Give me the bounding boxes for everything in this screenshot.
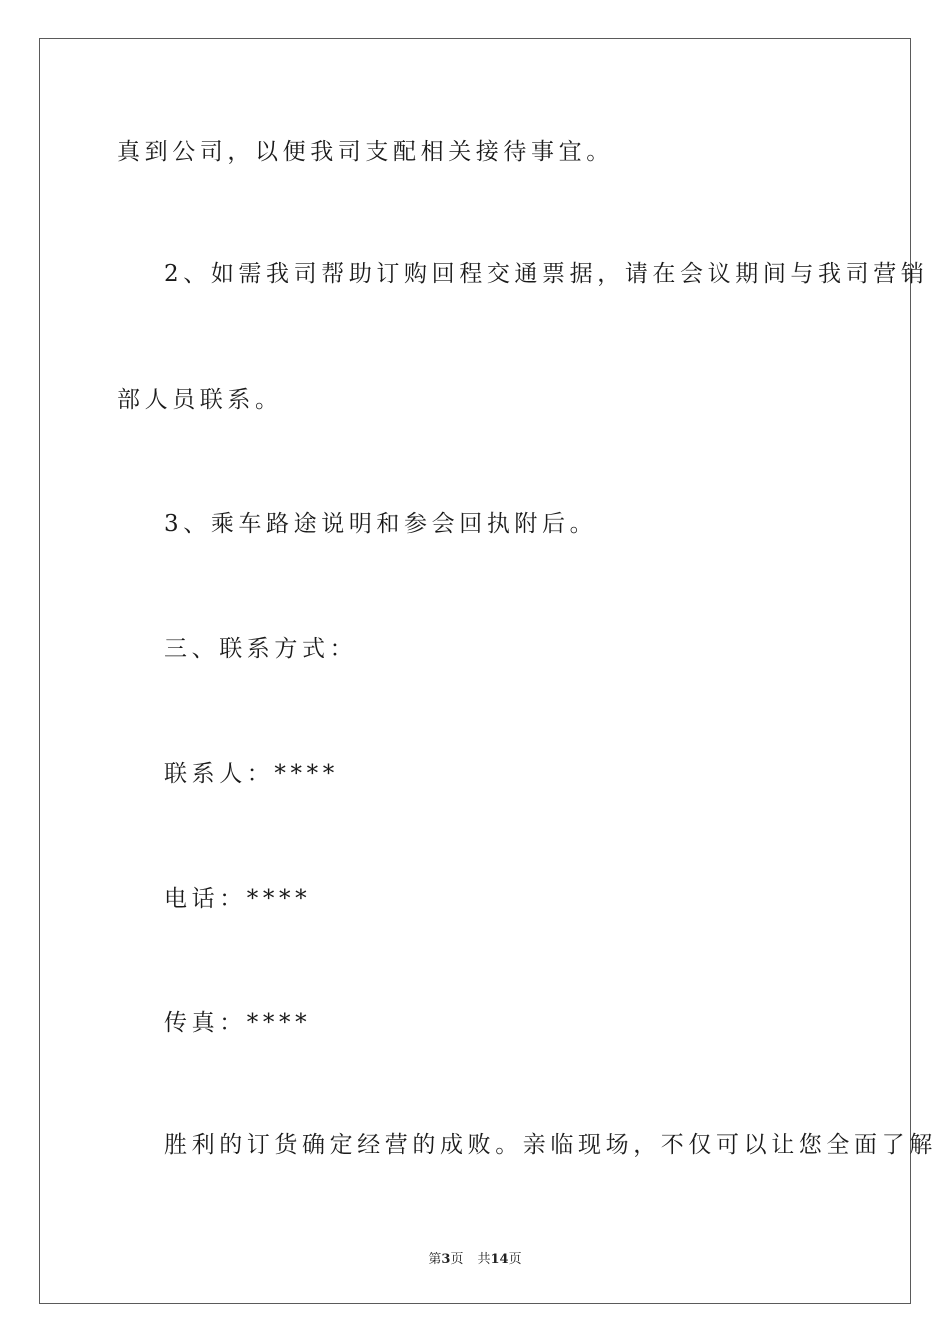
- footer-total-suffix: 页: [508, 1252, 522, 1267]
- fax-line: 传真：****: [164, 1010, 312, 1036]
- footer-page-suffix: 页: [450, 1252, 464, 1267]
- body-text-line: 胜利的订货确定经营的成败。亲临现场，不仅可以让您全面了解: [164, 1132, 937, 1158]
- contact-person-line: 联系人：****: [164, 761, 339, 787]
- footer-total-pages: 14: [490, 1252, 509, 1267]
- phone-line: 电话：****: [164, 886, 312, 912]
- section-heading: 三、联系方式：: [164, 636, 358, 662]
- body-text-line: 3、乘车路途说明和参会回执附后。: [164, 511, 598, 537]
- body-text-line: 2、如需我司帮助订购回程交通票据，请在会议期间与我司营销: [164, 261, 929, 287]
- footer-total-prefix: 共: [477, 1252, 491, 1267]
- footer-page-number: 3: [441, 1252, 451, 1267]
- page-footer: [0, 1248, 950, 1267]
- body-text-line: 部人员联系。: [117, 387, 283, 413]
- page-border: [39, 38, 911, 1304]
- footer-page-prefix: 第: [428, 1252, 442, 1267]
- body-text-line: 真到公司，以便我司支配相关接待事宜。: [117, 139, 614, 165]
